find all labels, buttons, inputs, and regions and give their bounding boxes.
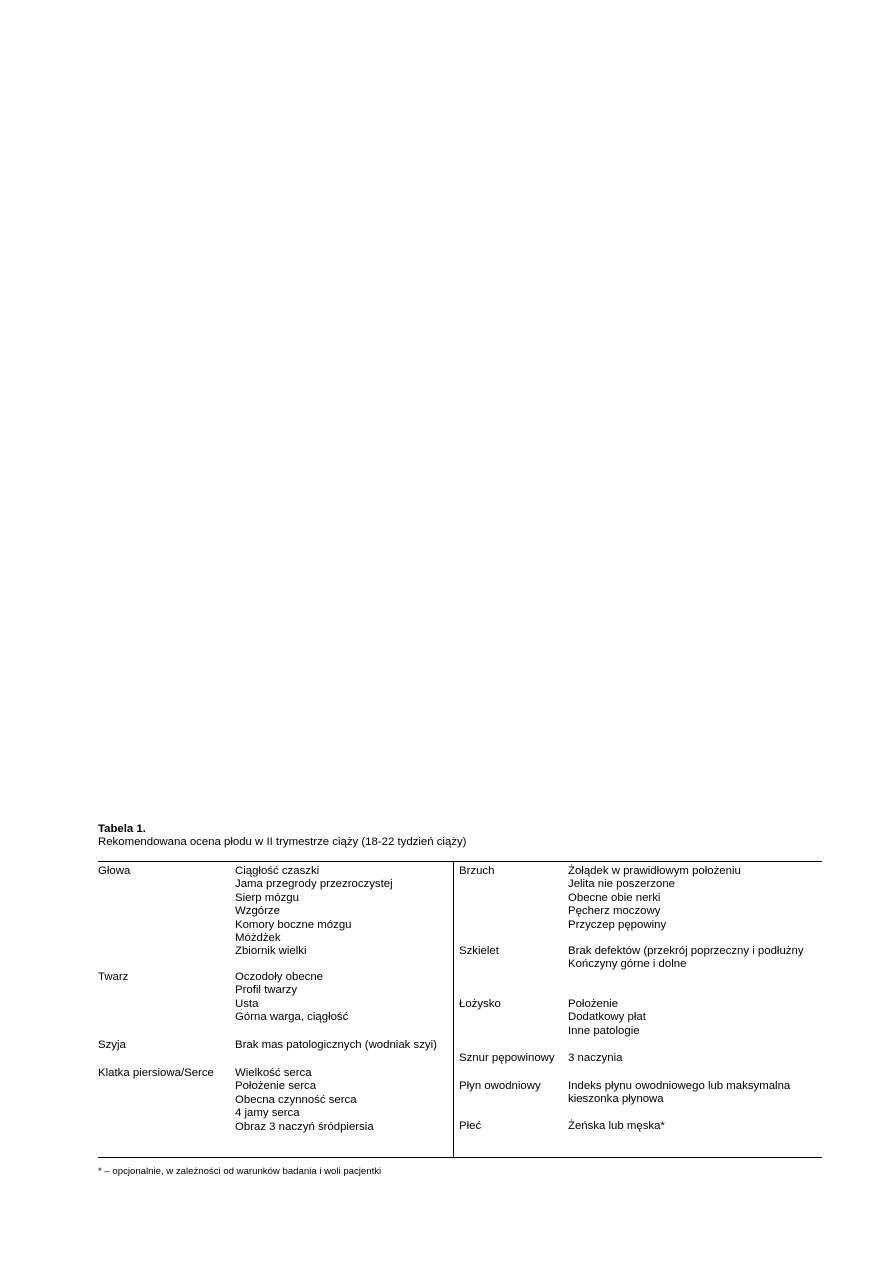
list-item: 3 naczynia: [568, 1052, 623, 1064]
list-item: Ciągłość czaszki: [235, 865, 320, 877]
list-item: Pęcherz moczowy: [568, 905, 661, 918]
row-label-head: Głowa: [98, 865, 131, 877]
list-item: 4 jamy serca: [235, 1107, 300, 1120]
list-item: Wielkość serca: [235, 1067, 312, 1079]
list-item: Indeks płynu owodniowego lub maksymalna: [568, 1080, 791, 1092]
row-items-face: [235, 971, 348, 1025]
list-item: Jelita nie poszerzone: [568, 878, 676, 891]
list-item: Brak defektów (przekrój poprzeczny i podłużny: [568, 945, 804, 957]
list-item: Wzgórze: [235, 905, 280, 918]
row-items-amniotic-fluid: [568, 1080, 790, 1107]
list-item: Kończyny górne i dolne: [568, 958, 687, 971]
row-label-sex: Płeć: [459, 1120, 482, 1132]
row-label-neck: Szyja: [98, 1039, 126, 1051]
table-block: [98, 823, 822, 1133]
list-item: Żeńska lub męska*: [568, 1120, 665, 1132]
row-items-neck: [235, 1039, 437, 1052]
assessment-table: [98, 861, 822, 1158]
row-items-placenta: [568, 998, 646, 1038]
list-item: Sierp mózgu: [235, 891, 299, 904]
list-item: Profil twarzy: [235, 984, 298, 997]
row-items-abdomen: [568, 865, 741, 932]
row-items-umbilical-cord: [568, 1052, 622, 1065]
list-item: Przyczep pępowiny: [568, 918, 667, 931]
list-item: Dodatkowy płat: [568, 1011, 646, 1024]
table-footnote: * – opcjonalnie, w zależności od warunków badania i woli pacjentki: [98, 1166, 382, 1177]
list-item: Górna warga, ciągłość: [235, 1011, 349, 1024]
row-items-sex: [568, 1120, 665, 1133]
row-items-head: [235, 865, 393, 959]
list-item: Jama przegrody przezroczystej: [235, 878, 393, 891]
row-label-amniotic-fluid: Płyn owodniowy: [459, 1080, 541, 1092]
row-label-umbilical-cord: Sznur pępowinowy: [459, 1052, 555, 1064]
row-items-skeleton: [568, 945, 804, 972]
row-items-chest-heart: [235, 1067, 374, 1134]
list-item: Położenie: [568, 998, 619, 1010]
list-item: Obraz 3 naczyń śródpiersia: [235, 1120, 374, 1133]
list-item: Oczodoły obecne: [235, 971, 324, 983]
list-item: Położenie serca: [235, 1080, 317, 1093]
column-divider: [453, 862, 454, 1157]
list-item: Obecne obie nerki: [568, 891, 661, 904]
list-item: Komory boczne mózgu: [235, 918, 352, 931]
list-item: Obecna czynność serca: [235, 1093, 357, 1106]
list-item: Zbiornik wielki: [235, 945, 307, 958]
list-item: Brak mas patologicznych (wodniak szyi): [235, 1039, 437, 1051]
row-label-skeleton: Szkielet: [459, 945, 499, 957]
row-label-placenta: Łożysko: [459, 998, 501, 1010]
row-label-abdomen: Brzuch: [459, 865, 495, 877]
table-caption: Rekomendowana ocena płodu w II trymestrze ciąży (18-22 tydzień ciąży): [98, 836, 467, 848]
list-item: Żołądek w prawidłowym położeniu: [568, 865, 741, 877]
list-item: Inne patologie: [568, 1024, 640, 1037]
list-item: Usta: [235, 997, 259, 1010]
row-label-face: Twarz: [98, 971, 129, 983]
row-label-chest-heart: Klatka piersiowa/Serce: [98, 1067, 214, 1079]
table-title: Tabela 1.: [98, 823, 146, 835]
list-item: kieszonka płynowa: [568, 1093, 664, 1106]
list-item: Móżdżek: [235, 932, 281, 945]
